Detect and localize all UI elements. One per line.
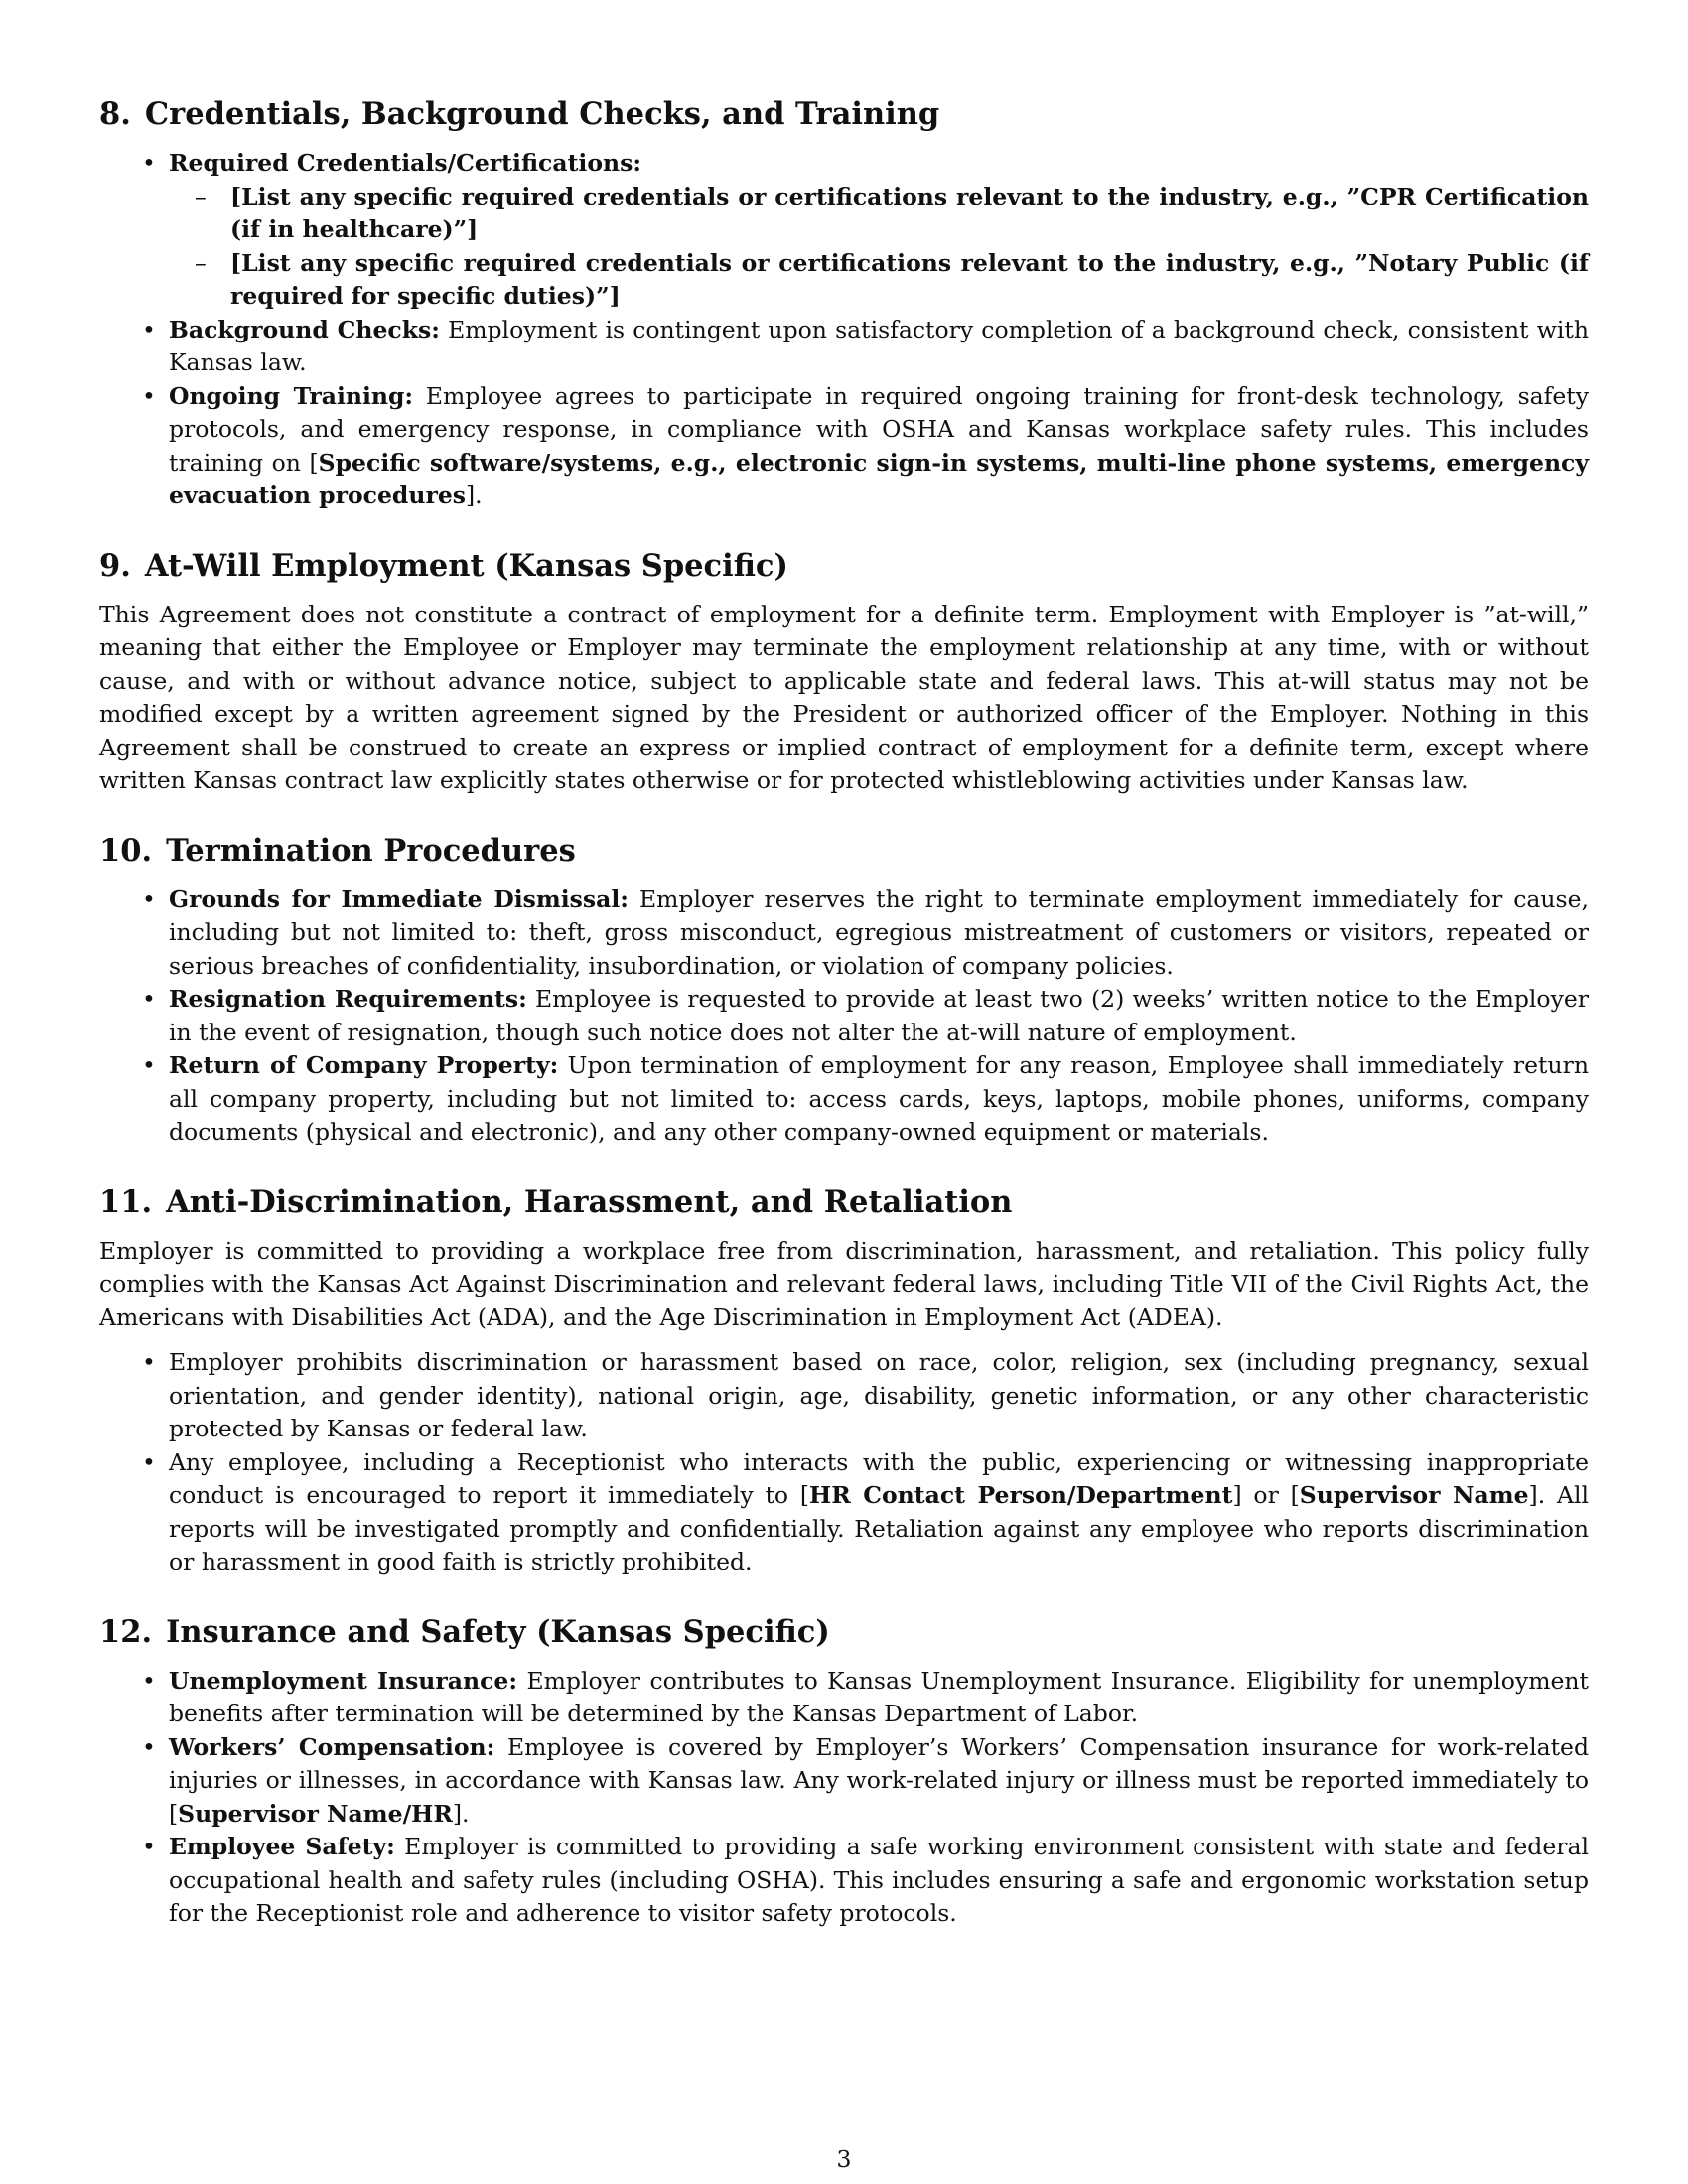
item-text: Employee is requested to provide at least two (2) weeks’ written notice to the Employer in the event of resignation, though such notice does not alter the at-will nature of employment. (169, 985, 1590, 1046)
credential-placeholder: [List any specific required credentials or certifications relevant to the industry, e.g., ”Notary Public (if required for specific duties)”] (230, 248, 1589, 310)
list-item-property (169, 1049, 1589, 1150)
hr-contact-placeholder: HR Contact Person/Department (809, 1481, 1233, 1509)
sub-item (230, 247, 1589, 314)
item-label: Employee Safety: (169, 1833, 395, 1860)
item-text: Employer is committed to providing a safe working environment consistent with state and federal occupational health and safety rules (including OSHA). This includes ensuring a safe and ergonomic workstation setup for the Receptionist role and adherence to visitor safety protocols. (169, 1833, 1589, 1927)
section-title: At-Will Employment (Kansas Specific) (144, 547, 788, 584)
item-label: Background Checks: (169, 315, 440, 343)
item-text: Employment is contingent upon satisfactory completion of a background check, consistent with Kansas law. (169, 315, 1589, 376)
section-heading (99, 95, 1589, 133)
section-paragraph: Employer is committed to providing a workplace free from discrimination, harassment, and retaliation. This policy fully complies with the Kansas Act Against Discrimination and relevant federal laws, including Title VII of the Civil Rights Act, the Americans with Disabilities Act (ADA), and the Age Discrimination in Employment Act (ADEA). (99, 1236, 1589, 1331)
credential-placeholder: [List any specific required credentials or certifications relevant to the industry, e.g., ”CPR Certification (if in healthcare)”] (230, 182, 1589, 243)
section-8 (99, 95, 1589, 513)
section-title: Termination Procedures (166, 832, 576, 869)
item-text-end: ]. (452, 1799, 470, 1828)
item-label: Return of Company Property: (169, 1051, 559, 1079)
item-text: Employee agrees to participate in required ongoing training for front-desk technology, safety protocols, and emergency response, in compliance with OSHA and Kansas workplace safety rules. This includes training on [ (169, 381, 1590, 477)
list-item-training (169, 380, 1589, 513)
training-placeholder: Specific software/systems, e.g., electronic sign-in systems, multi-line phone systems, emergency evacuation procedures (169, 448, 1589, 509)
item-text: Employer contributes to Kansas Unemployment Insurance. Eligibility for unemployment benefits after termination will be determined by the Kansas Department of Labor. (169, 1666, 1589, 1727)
supervisor-placeholder: Supervisor Name (1299, 1481, 1529, 1509)
section-title: Anti-Discrimination, Harassment, and Retaliation (166, 1183, 1013, 1220)
sub-item (230, 181, 1589, 247)
item-label: Ongoing Training: (169, 381, 414, 410)
item-text: ] or [ (1232, 1481, 1300, 1509)
item-label: Unemployment Insurance: (169, 1666, 518, 1695)
section-number: 12. (99, 1613, 153, 1650)
section-9 (99, 547, 1589, 798)
section-number: 10. (99, 832, 153, 869)
section-12 (99, 1613, 1589, 1931)
item-text: Employer prohibits discrimination or harassment based on race, color, religion, sex (including pregnancy, sexual orientation, and gender identity), national origin, age, disability, genetic information, or any other characteristic protected by Kansas or federal law. (169, 1348, 1589, 1442)
item-label: Required Credentials/Certifications: (169, 149, 642, 177)
item-label: Workers’ Compensation: (169, 1732, 495, 1761)
section-10 (99, 832, 1589, 1150)
sub-list (169, 181, 1589, 314)
list-item-credentials (169, 147, 1589, 314)
item-text-end: ]. (466, 481, 483, 509)
list-item-safety (169, 1831, 1589, 1931)
section-title: Insurance and Safety (Kansas Specific) (166, 1613, 830, 1650)
item-text: Any employee, including a Receptionist who interacts with the public, experiencing or witnessing inappropriate conduct is encouraged to report it immediately to [ (169, 1447, 1589, 1509)
list-item-resignation (169, 983, 1589, 1049)
bullet-list (99, 1346, 1589, 1579)
list-item-dismissal (169, 884, 1589, 984)
section-title: Credentials, Background Checks, and Training (144, 96, 940, 132)
list-item-prohibits (169, 1346, 1589, 1446)
section-heading (99, 832, 1589, 870)
list-item-report (169, 1446, 1589, 1579)
list-item-unemployment (169, 1665, 1589, 1731)
item-text: Employer reserves the right to terminate employment immediately for cause, including but not limited to: theft, gross misconduct, egregious mistreatment of customers or visitors, repeated or serious breaches of confidentiality, insubordination, or violation of company policies. (169, 885, 1589, 980)
section-heading (99, 1613, 1589, 1651)
list-item-background (169, 314, 1589, 380)
section-heading (99, 547, 1589, 585)
bullet-list (99, 884, 1589, 1150)
section-number: 8. (99, 96, 131, 132)
section-11 (99, 1183, 1589, 1579)
item-text: ]. All reports will be investigated promptly and confidentially. Retaliation against any employee who reports discrimination or harassment in good faith is strictly prohibited. (169, 1481, 1589, 1575)
page-content (99, 95, 1589, 1965)
supervisor-hr-placeholder: Supervisor Name/HR (178, 1799, 453, 1828)
item-label: Resignation Requirements: (169, 985, 527, 1013)
section-number: 11. (99, 1183, 153, 1220)
item-label: Grounds for Immediate Dismissal: (169, 885, 629, 913)
page-number: 3 (836, 2145, 852, 2173)
list-item-workers-comp (169, 1731, 1589, 1832)
section-number: 9. (99, 547, 131, 584)
section-heading (99, 1183, 1589, 1221)
bullet-list (99, 1665, 1589, 1931)
bullet-list (99, 147, 1589, 513)
item-text: Upon termination of employment for any reason, Employee shall immediately return all company property, including but not limited to: access cards, keys, laptops, mobile phones, uniforms, company documents (physical and electronic), and any other company-owned equipment or materials. (169, 1051, 1589, 1146)
item-text: Employee is covered by Employer’s Workers’ Compensation insurance for work-related injuries or illnesses, in accordance with Kansas law. Any work-related injury or illness must be reported immediately to [ (169, 1732, 1590, 1828)
section-paragraph: This Agreement does not constitute a contract of employment for a definite term. Employment with Employer is ”at-will,” meaning that either the Employee or Employer may terminate the employment relationship at any time, with or without cause, and with or without advance notice, subject to applicable state and federal laws. This at-will status may not be modified except by a written agreement signed by the President or authorized officer of the Employer. Nothing in this Agreement shall be construed to create an express or implied contract of employment for a definite term, except where written Kansas contract law explicitly states otherwise or for protected whistleblowing activities under Kansas law. (99, 600, 1589, 794)
